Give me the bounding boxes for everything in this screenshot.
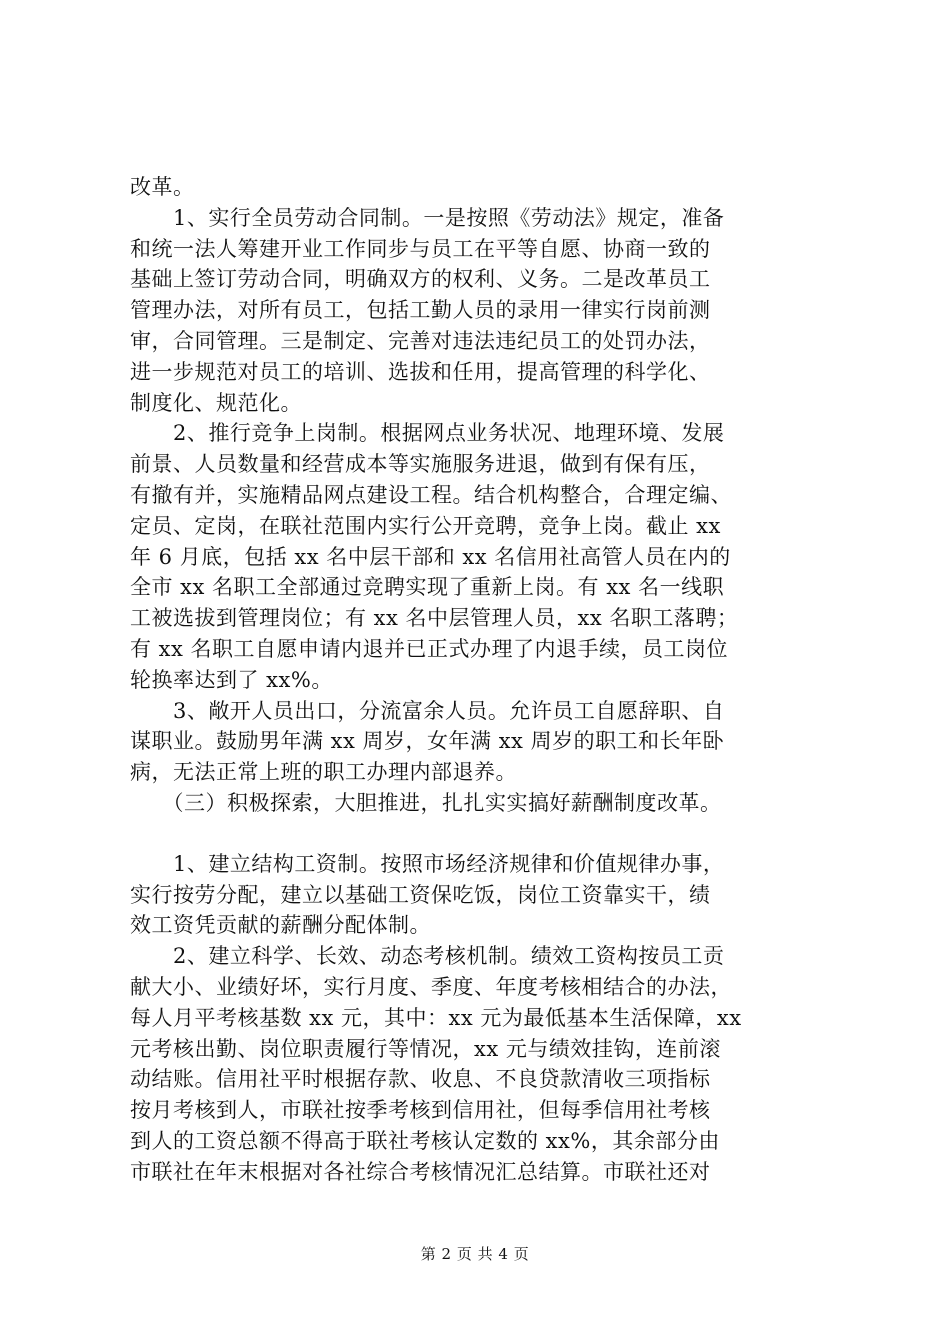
text-line: 1、实行全员劳动合同制。一是按照《劳动法》规定，准备 — [130, 205, 725, 230]
text-line: 谋职业。鼓励男年满 xx 周岁，女年满 xx 周岁的职工和长年卧 — [130, 729, 725, 754]
text-line: 病，无法正常上班的职工办理内部退养。 — [130, 760, 517, 785]
text-line: 2、建立科学、长效、动态考核机制。绩效工资构按员工贡 — [130, 944, 725, 969]
text-line: 有撤有并，实施精品网点建设工程。结合机构整合，合理定编、 — [130, 482, 732, 507]
text-line: 效工资凭贡献的薪酬分配体制。 — [130, 913, 431, 938]
text-line: 进一步规范对员工的培训、选拔和任用，提高管理的科学化、 — [130, 359, 711, 384]
text-line: 定员、定岗，在联社范围内实行公开竞聘，竞争上岗。截止 xx — [130, 513, 721, 538]
text-line: 管理办法，对所有员工，包括工勤人员的录用一律实行岗前测 — [130, 298, 711, 323]
text-line: 和统一法人筹建开业工作同步与员工在平等自愿、协商一致的 — [130, 236, 711, 261]
text-line: 元考核出勤、岗位职责履行等情况，xx 元与绩效挂钩，连前滚 — [130, 1036, 721, 1061]
page-number-footer: 第 2 页 共 4 页 — [420, 1245, 530, 1263]
text-line: 基础上签订劳动合同，明确双方的权利、义务。二是改革员工 — [130, 267, 711, 292]
blank-line — [130, 819, 830, 849]
text-line: 动结账。信用社平时根据存款、收息、不良贷款清收三项指标 — [130, 1067, 711, 1092]
text-line: 献大小、业绩好坏，实行月度、季度、年度考核相结合的办法， — [130, 974, 732, 999]
text-line: 有 xx 名职工自愿申请内退并已正式办理了内退手续，员工岗位 — [130, 636, 729, 661]
text-line: 前景、人员数量和经营成本等实施服务进退，做到有保有压， — [130, 452, 711, 477]
text-line: 按月考核到人，市联社按季考核到信用社，但每季信用社考核 — [130, 1098, 711, 1123]
text-line: 改革。 — [130, 175, 195, 199]
text-line: 3、敞开人员出口，分流富余人员。允许员工自愿辞职、自 — [130, 698, 725, 723]
text-line: 1、建立结构工资制。按照市场经济规律和价值规律办事， — [130, 851, 725, 876]
text-line: 轮换率达到了 xx%。 — [130, 667, 333, 692]
text-line: 全市 xx 名职工全部通过竞聘实现了重新上岗。有 xx 名一线职 — [130, 575, 725, 600]
section-heading: （三）积极探索，大胆推进，扎扎实实搞好薪酬制度改革。 — [130, 790, 722, 815]
document-body — [130, 172, 830, 1188]
text-line: 2、推行竞争上岗制。根据网点业务状况、地理环境、发展 — [130, 421, 725, 446]
text-line: 每人月平考核基数 xx 元，其中：xx 元为最低基本生活保障，xx — [130, 1005, 742, 1030]
text-line: 年 6 月底，包括 xx 名中层干部和 xx 名信用社高管人员在内的 — [130, 544, 731, 569]
text-line: 到人的工资总额不得高于联社考核认定数的 xx%，其余部分由 — [130, 1128, 720, 1153]
text-line: 制度化、规范化。 — [130, 390, 302, 415]
text-line: 工被选拔到管理岗位；有 xx 名中层管理人员，xx 名职工落聘； — [130, 606, 739, 631]
text-line: 审，合同管理。三是制定、完善对违法违纪员工的处罚办法， — [130, 328, 711, 353]
text-line: 实行按劳分配，建立以基础工资保吃饭，岗位工资靠实干，绩 — [130, 882, 711, 907]
text-line: 市联社在年末根据对各社综合考核情况汇总结算。市联社还对 — [130, 1159, 711, 1184]
